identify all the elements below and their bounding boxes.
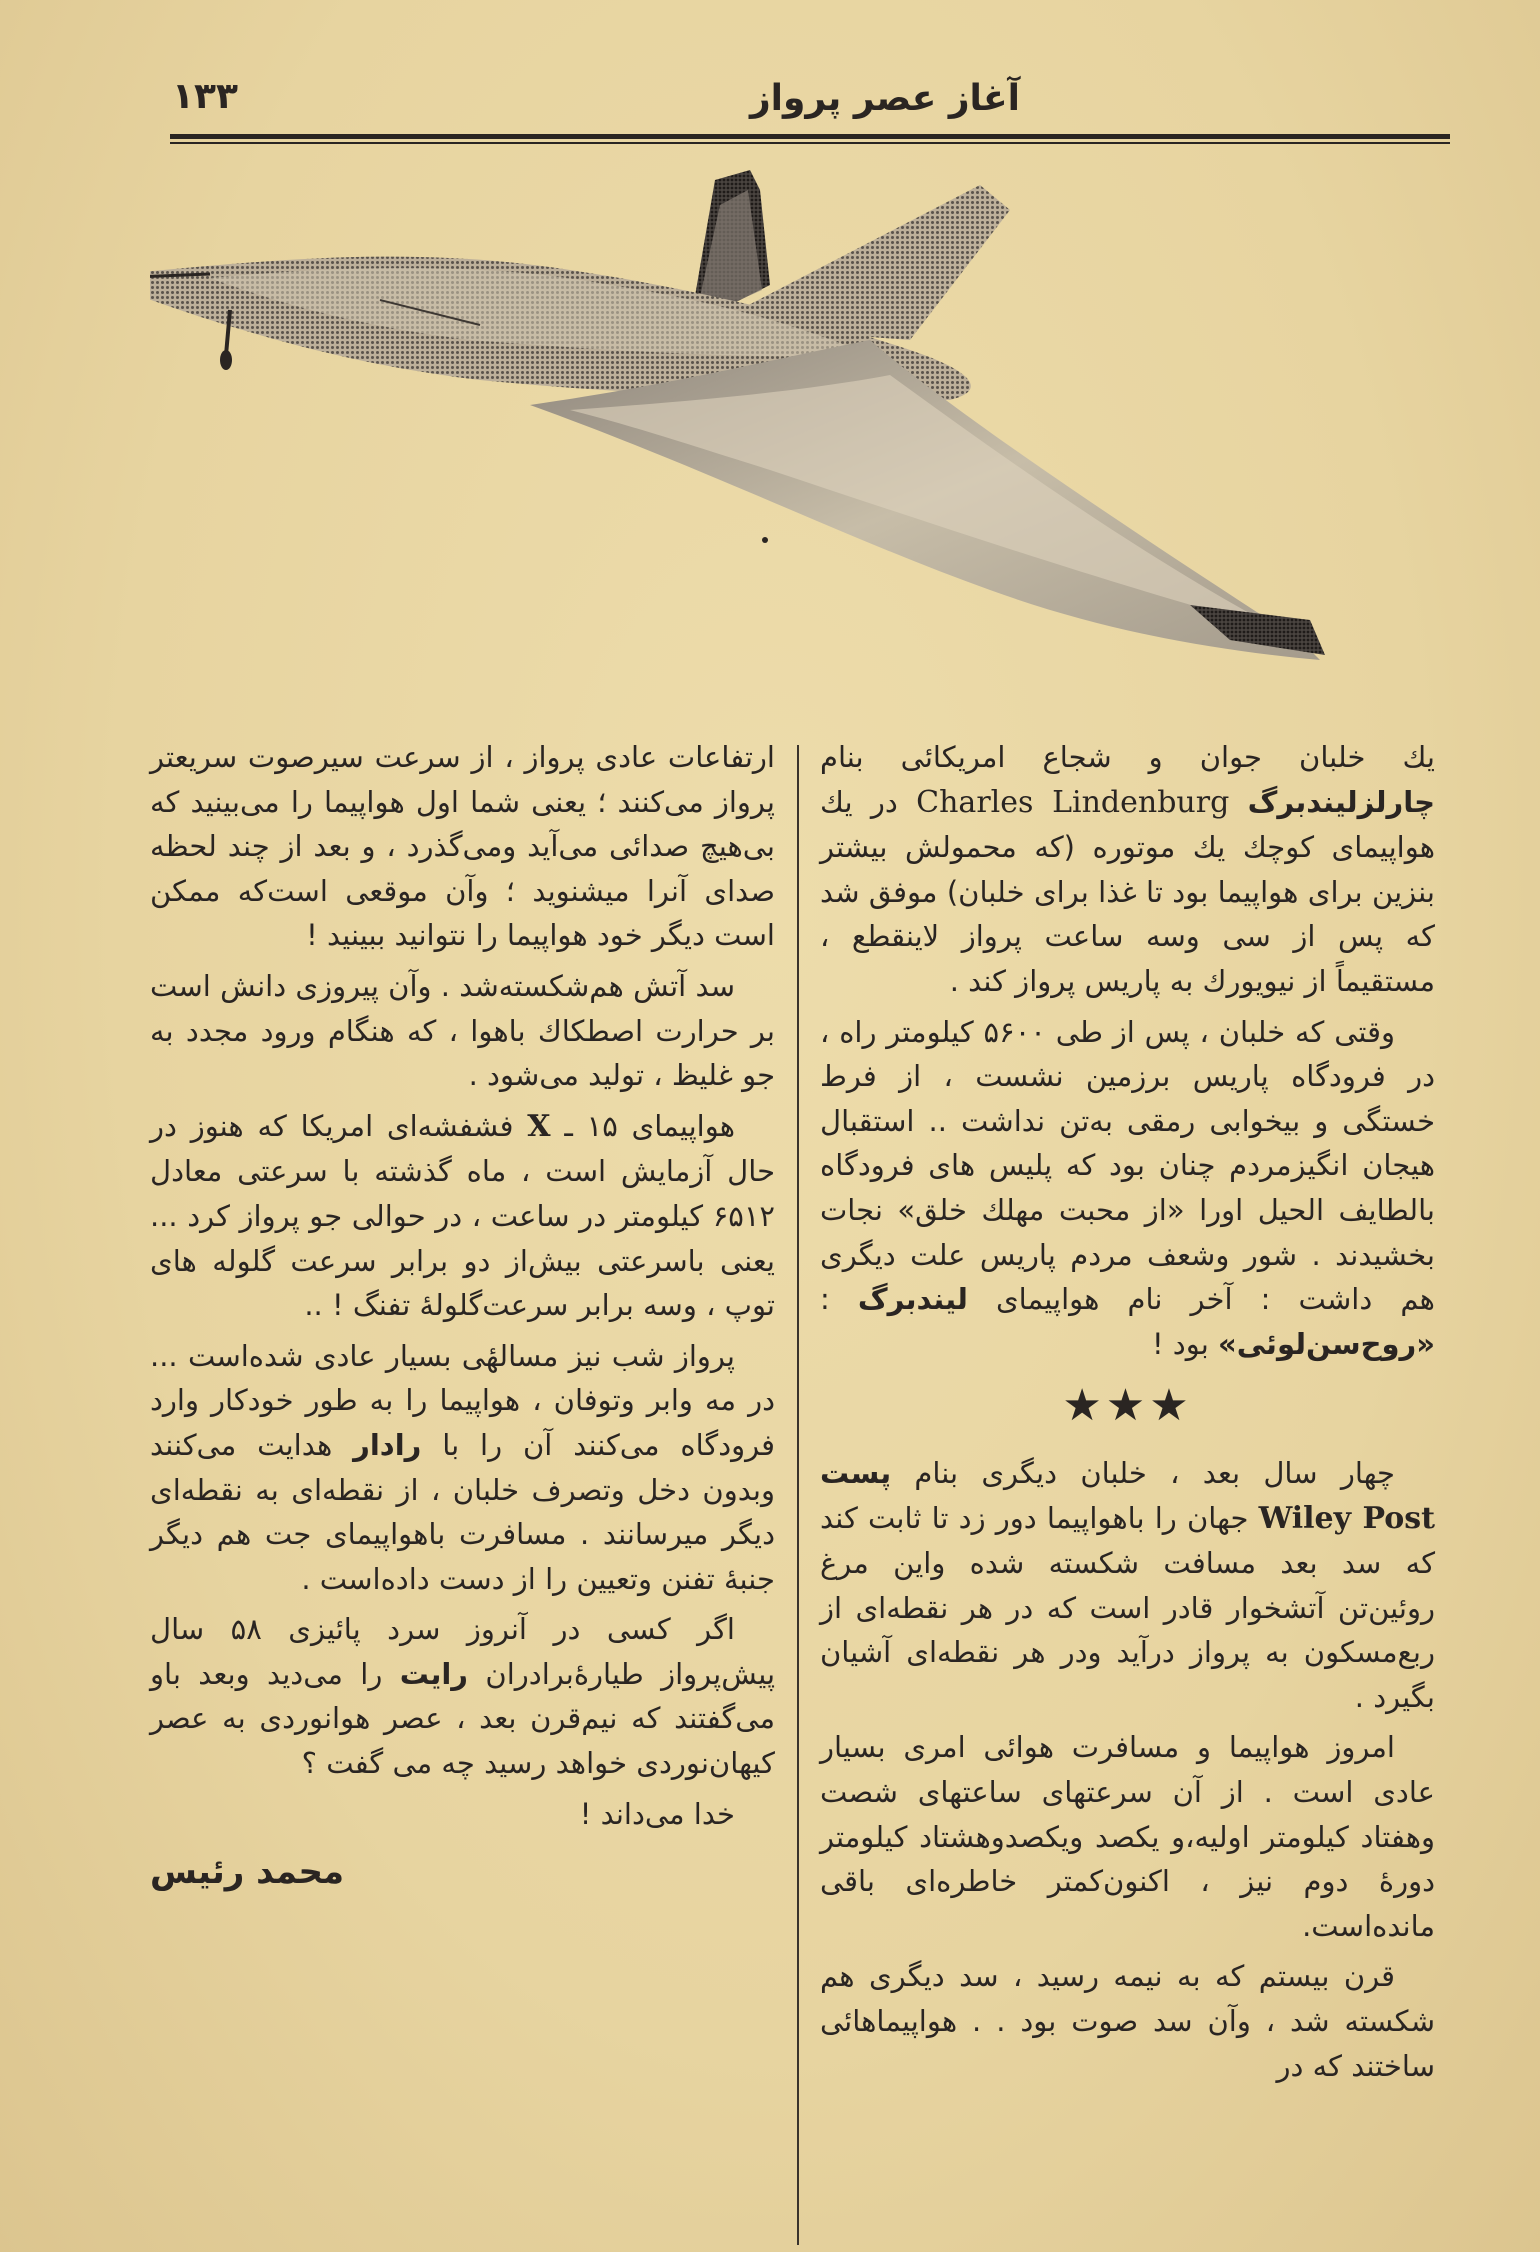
paragraph [150, 1607, 775, 1785]
header-rule [170, 134, 1450, 139]
right-column [820, 735, 1435, 2094]
person-name-fa: لیندبرگ [857, 1282, 968, 1317]
text-run: فشفشه‌ای امریکا که هنوز در حال آزمایش است ، ماه گذشته با سرعتی معادل ۶۵۱۲ کیلومتر در ساعت ، در حوالی جو پرواز کرد ... یعنی باسرعتی بیش‌از دو برابر سرعت گلوله های توپ ، وسه برابر سرعت‌گلولهٔ تفنگ ! .. [150, 1108, 775, 1323]
column-divider [797, 745, 799, 2245]
running-title: آغاز عصر پرواز [749, 78, 1020, 119]
text-run: یك خلبان جوان و شجاع امریکائی بنام [820, 740, 1435, 774]
person-name-latin: Wiley Post [1258, 1500, 1435, 1536]
paragraph [820, 1451, 1435, 1720]
bold-term: رایت [399, 1656, 469, 1691]
paragraph [820, 735, 1435, 1004]
model-letter: X [527, 1108, 551, 1144]
text-run: جهان را باهواپیما دور زد تا ثابت کند که سد بعد مسافت شکسته شده واین مرغ روئین‌تن آتشخوار قادر است که در هر نقطه‌ای از ربع‌مسکون به پرواز درآید ودر هر نقطه‌ای آشیان بگیرد . [820, 1500, 1435, 1714]
text-run: وقتی که خلبان ، پس از طی ۵۶۰۰ کیلومتر راه ، در فرودگاه پاریس برزمین نشست ، از فرط خستگی و بیخوابی رمقی به‌تن نداشت .. استقبال هیجان انگیزمردم چنان بود که پلیس های فرودگاه بالطایف الحیل اورا «از محبت مهلك خلق» نجات بخشیدند . شور وشعف مردم پاریس علت دیگری هم داشت : آخر نام هواپیمای [820, 1014, 1435, 1317]
left-column [150, 735, 775, 1895]
paragraph: سد آتش هم‌شکسته‌شد . وآن پیروزی دانش است بر حرارت اصطکاك باهوا ، که هنگام ورود مجدد به جو غلیظ ، تولید می‌شود . [150, 968, 775, 1093]
paragraph: ارتفاعات عادی پرواز ، از سرعت سیرصوت سریعتر پرواز می‌کنند ؛ یعنی شما اول هواپیما را می‌بینید که بی‌هیچ صدائی می‌آید ومی‌گذرد ، و بعد از چند لحظه صدای آنرا میشنوید ؛ وآن موقعی است‌که ممکن است دیگر خود هواپیما را نتوانید ببینید ! [150, 740, 775, 953]
page-header [170, 70, 1450, 130]
text-run: را می‌دید وبعد باو می‌گفتند که نیم‌قرن بعد ، عصر هوانوردی به عصر کیهان‌نوردی خواهد رسید چه می گفت ؟ [150, 1656, 775, 1781]
paragraph: وقتی که خلبان ، پس از طی ۵۶۰۰ کیلومتر راه ، در فرودگاه پاریس برزمین نشست ، از فرط خستگی و بیخوابی رمقی به‌تن نداشت .. استقبال هیجان انگیزمردم چنان بود که پلیس های فرودگاه بالطایف الحیل اورا «از محبت مهلك خلق» نجات بخشیدند . شور وشعف مردم پاریس علت دیگری هم داشت : آخر نام هواپیمای لیندبرگ : «روح‌سن‌لوئی» بود ! [820, 1014, 1435, 1361]
person-name-fa: چارلزلیندبرگ [1247, 784, 1435, 819]
bold-term: رادار [353, 1427, 422, 1462]
page-number: ۱۳۳ [172, 76, 238, 117]
text-run: اگر کسی در آنروز سرد پائیزی ۵۸ سال پیش‌پرواز طیارهٔ‌برادران [150, 1612, 776, 1691]
paragraph [150, 1104, 775, 1328]
person-name-fa: پست [820, 1455, 892, 1490]
plane-name: «روح‌سن‌لوئی» [1217, 1326, 1435, 1361]
text-run: پرواز شب نیز مسالهٔی بسیار عادی شده‌است ... در مه وابر وتوفان ، هواپیما را به طور خودکار وارد فرودگاه می‌کنند آن را با [150, 1338, 776, 1462]
text-run: هواپیمای ۱۵ ـ [564, 1108, 736, 1143]
paragraph [150, 1334, 775, 1602]
paragraph: قرن بیستم که به نیمه رسید ، سد دیگری هم شکسته شد ، وآن سد صوت بود . . هواپیماهائی ساختند که در [820, 1959, 1435, 2083]
section-separator-stars: ★★★ [1062, 1380, 1193, 1432]
text-run: در یك هواپیمای کوچك یك موتوره (که محمولش بیشتر بنزین برای هواپیما بود تا غذا برای خلبان) موفق شد که پس از سی وسه ساعت پرواز لاینقطع ، مستقیماً از نیویورك به پاریس پرواز کند . [820, 784, 1435, 998]
author-signature [150, 1850, 775, 1895]
person-name-latin: Charles Lindenburg [916, 784, 1230, 820]
paragraph: خدا می‌داند ! [579, 1796, 735, 1831]
header-rule-thin [170, 142, 1450, 144]
text-run: هدایت می‌کنند وبدون دخل وتصرف خلبان ، از نقطه‌ای به نقطه‌ای دیگر میرسانند . مسافرت باهواپیمای جت هم دیگر جنبهٔ تفنن وتعیین را از دست داده‌است . [150, 1427, 775, 1596]
author-name: محمد رئیس [150, 1852, 345, 1893]
text-run: بود ! [1151, 1326, 1209, 1361]
delta-wing-jet-aircraft-illustration [150, 150, 1450, 720]
paragraph: امروز هواپیما و مسافرت هوائی امری بسیار عادی است . از آن سرعتهای ساعتهای شصت وهفتاد کیلومتر اولیه‌،و یکصد ویکصدوهشتاد کیلومتر دورهٔ دوم نیز ، اکنون‌کمتر خاطره‌ای باقی مانده‌است. [820, 1730, 1435, 1943]
text-run: چهار سال بعد ، خلبان دیگری بنام [914, 1455, 1395, 1490]
